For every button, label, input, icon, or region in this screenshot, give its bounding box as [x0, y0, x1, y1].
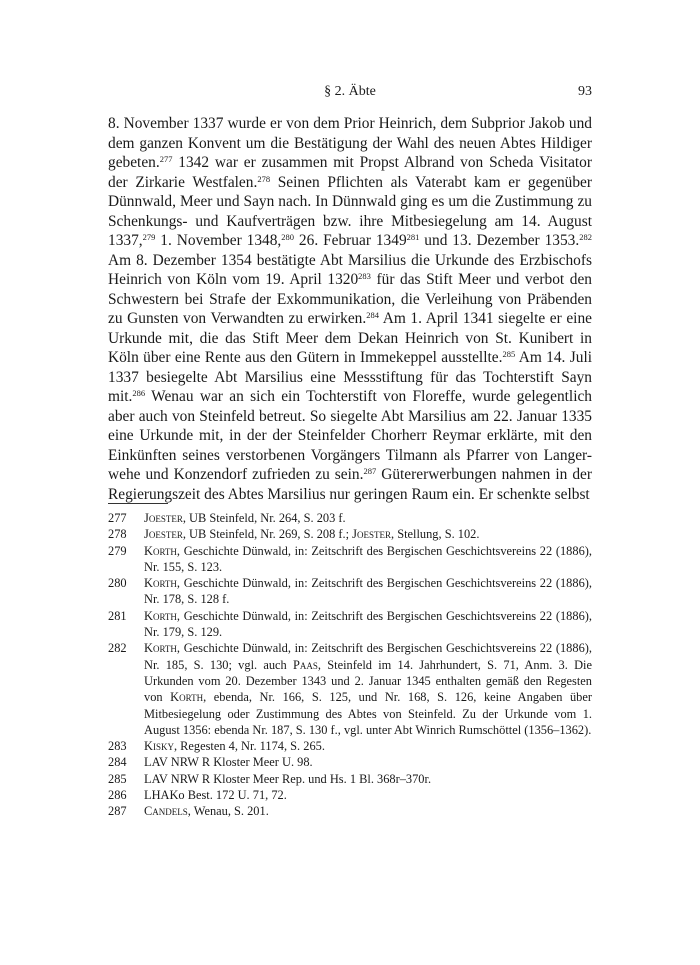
body-text-segment: und 13. Dezember 1353. [419, 232, 580, 249]
body-text-segment: Am 14. Juli 1337 besiegelte Abt Marsilius eine Messstiftung für das Tochterstift Sayn mit. [108, 349, 592, 405]
author-name: Korth [144, 608, 177, 623]
author-name: Joester [144, 511, 183, 525]
author-name: Korth [144, 576, 177, 591]
author-name: Korth [170, 690, 204, 705]
body-text-segment: Wenau war an sich ein Tochterstift von Floreffe, wurde gelegentlich aber auch von Steinfeld betreut. So siegelte Abt Marsilius am 22. Januar 1335 eine Urkunde mit, in der der Steinfelder Chorherr Reymar erklärte, mit den Einkünften seines verstorbenen Vorgängers Tilmann als Pfarrer von Langer-wehe und Konzendorf zufrieden zu sein. [108, 388, 592, 483]
footnote-reference[interactable]: 280 [281, 232, 295, 242]
footnote [108, 787, 592, 803]
footnote-number: 281 [108, 608, 127, 623]
footnote-text-segment: , UB Steinfeld, Nr. 269, S. 208 f.; [182, 527, 353, 542]
body-text-segment: 1342 war er zusammen mit Propst Albrand von Scheda Visitator der Zirkarie Westfalen. [108, 154, 592, 191]
footnote-text [144, 575, 592, 608]
footnote-number: 286 [108, 788, 127, 803]
body-text-segment: Seinen Pflichten als Vaterabt kam er gegenüber Dünnwald, Meer und Sayn nach. In Dünnwald ging es um die Zustimmung zu Schenkungs- und Kaufverträgen bzw. ihre Mitbesiegelung am 14. August 1337, [108, 173, 592, 249]
body-text-segment: Am 1. April 1341 siegelte er eine Urkunde mit, die das Stift Meer dem Dekan Heinrich von St. Kunibert in Köln über eine Rente aus den Gütern in Immekeppel ausstellte. [108, 310, 592, 366]
footnote-reference[interactable]: 282 [579, 232, 592, 242]
footnote-text [144, 754, 592, 770]
footnote-reference[interactable]: 287 [363, 466, 377, 476]
footnote-text-segment: , Geschichte Dünwald, in: Zeitschrift des Bergischen Geschichtsvereins 22 (1886), Nr. 185, S. 130; vgl. auch [144, 641, 592, 672]
footnote-number: 284 [108, 755, 127, 770]
footnote [108, 608, 592, 641]
footnote-text [144, 526, 592, 542]
footnote-text-segment: , UB Steinfeld, Nr. 264, S. 203 f. [182, 511, 346, 525]
footnote-text [144, 771, 592, 787]
footnote-text [144, 608, 592, 641]
footnote-number: 283 [108, 739, 127, 754]
footnote-reference[interactable]: 284 [366, 310, 379, 320]
page-number: 93 [578, 84, 592, 99]
footnote-text-segment: , Geschichte Dünwald, in: Zeitschrift des Bergischen Geschichtsvereins 22 (1886), Nr. 178, S. 128 f. [144, 576, 592, 607]
footnote [108, 543, 592, 576]
footnote-number: 279 [108, 543, 127, 558]
footnote [108, 640, 592, 738]
footnote-text-segment: , ebenda, Nr. 166, S. 125, und Nr. 168, S. 126, keine Angaben über Mitbesiegelung oder Zustimmung des Abtes von Steinfeld. Zu der Urkunde vom 1. August 1356: ebenda Nr. 187, S. 130 f., vgl. unter Abt Winrich Rumschöttel (1356–1362). [144, 690, 593, 737]
author-name: Korth [144, 543, 177, 558]
body-text-segment: 26. Februar 1349 [294, 232, 407, 249]
body-text-segment: Gütererwerbungen nahmen in der Regierungszeit des Abtes Marsilius nur geringen Raum ein. Er schenkte selbst [108, 466, 592, 503]
footnote-reference[interactable]: 278 [257, 173, 271, 184]
footnote-number: 287 [108, 804, 127, 819]
footnote [108, 803, 592, 819]
footnote-list [108, 510, 592, 820]
author-name: Candels [144, 804, 188, 819]
body-paragraph [108, 114, 592, 504]
footnote [108, 754, 592, 770]
footnote-text-segment: LHAKo Best. 172 U. 71, 72. [144, 788, 287, 803]
footnote-reference[interactable]: 286 [132, 388, 146, 398]
footnote-text-segment: , Steinfeld im 14. Jahrhundert, S. 71, Anm. 3. Die Urkunden vom 20. Dezember 1343 und 2. Januar 1345 enthalten gemäß den Regesten von [144, 657, 592, 705]
footnote-text [144, 510, 592, 526]
footnote-reference[interactable]: 277 [159, 154, 173, 164]
footnote-reference[interactable]: 279 [142, 232, 156, 242]
footnote-number: 277 [108, 511, 127, 525]
footnote-text-segment: , Wenau, S. 201. [187, 804, 269, 819]
footnote-number: 280 [108, 576, 127, 591]
author-name: Joester [352, 527, 391, 542]
footnote-text-segment: LAV NRW R Kloster Meer U. 98. [144, 755, 313, 770]
footnote-reference[interactable]: 281 [406, 232, 420, 242]
footnote-separator [108, 503, 168, 504]
footnote-text-segment: LAV NRW R Kloster Meer Rep. und Hs. 1 Bl. 368r–370r. [144, 771, 432, 786]
running-header [108, 84, 592, 104]
footnote [108, 738, 592, 754]
author-name: Paas [293, 657, 318, 672]
footnote-reference[interactable]: 285 [502, 349, 516, 359]
running-title: § 2. Äbte [324, 84, 376, 99]
footnote-reference[interactable]: 283 [358, 271, 371, 281]
footnote-text [144, 543, 592, 576]
body-text-segment: 1. November 1348, [155, 232, 282, 249]
body-text-segment: 8. November 1337 wurde er von dem Prior Heinrich, dem Subprior Jakob und dem ganzen Konvent um die Bestätigung der Wahl des neuen Abtes Hildiger gebeten. [108, 115, 592, 171]
author-name: Korth [144, 641, 177, 656]
footnote-number: 282 [108, 641, 127, 656]
footnote-text-segment: , Stellung, S. 102. [391, 527, 480, 542]
footnote-text-segment: , Regesten 4, Nr. 1174, S. 265. [173, 739, 325, 754]
body-text-segment: Am 8. Dezember 1354 bestätigte Abt Marsilius die Urkunde des Erzbischofs Heinrich von Köln vom 19. April 1320 [108, 251, 592, 288]
footnote-text [144, 738, 592, 754]
footnote-text [144, 640, 592, 738]
footnote [108, 526, 592, 542]
author-name: Joester [144, 527, 183, 542]
footnote-text-segment: , Geschichte Dünwald, in: Zeitschrift des Bergischen Geschichtsvereins 22 (1886), Nr. 179, S. 129. [144, 608, 592, 640]
author-name: Kisky [144, 739, 174, 754]
footnote [108, 575, 592, 608]
body-text-segment: für das Stift Meer und verbot den Schwestern bei Strafe der Exkommunikation, die Verleihung von Präbenden zu Gunsten von Verwandten zu erwirken. [108, 271, 592, 327]
footnote-text [144, 803, 592, 819]
footnote-text-segment: , Geschichte Dünwald, in: Zeitschrift des Bergischen Geschichtsvereins 22 (1886), Nr. 155, S. 123. [144, 543, 592, 574]
footnote [108, 771, 592, 787]
footnote-text [144, 787, 592, 803]
footnote [108, 510, 592, 526]
footnote-number: 285 [108, 771, 127, 786]
footnote-number: 278 [108, 527, 127, 542]
